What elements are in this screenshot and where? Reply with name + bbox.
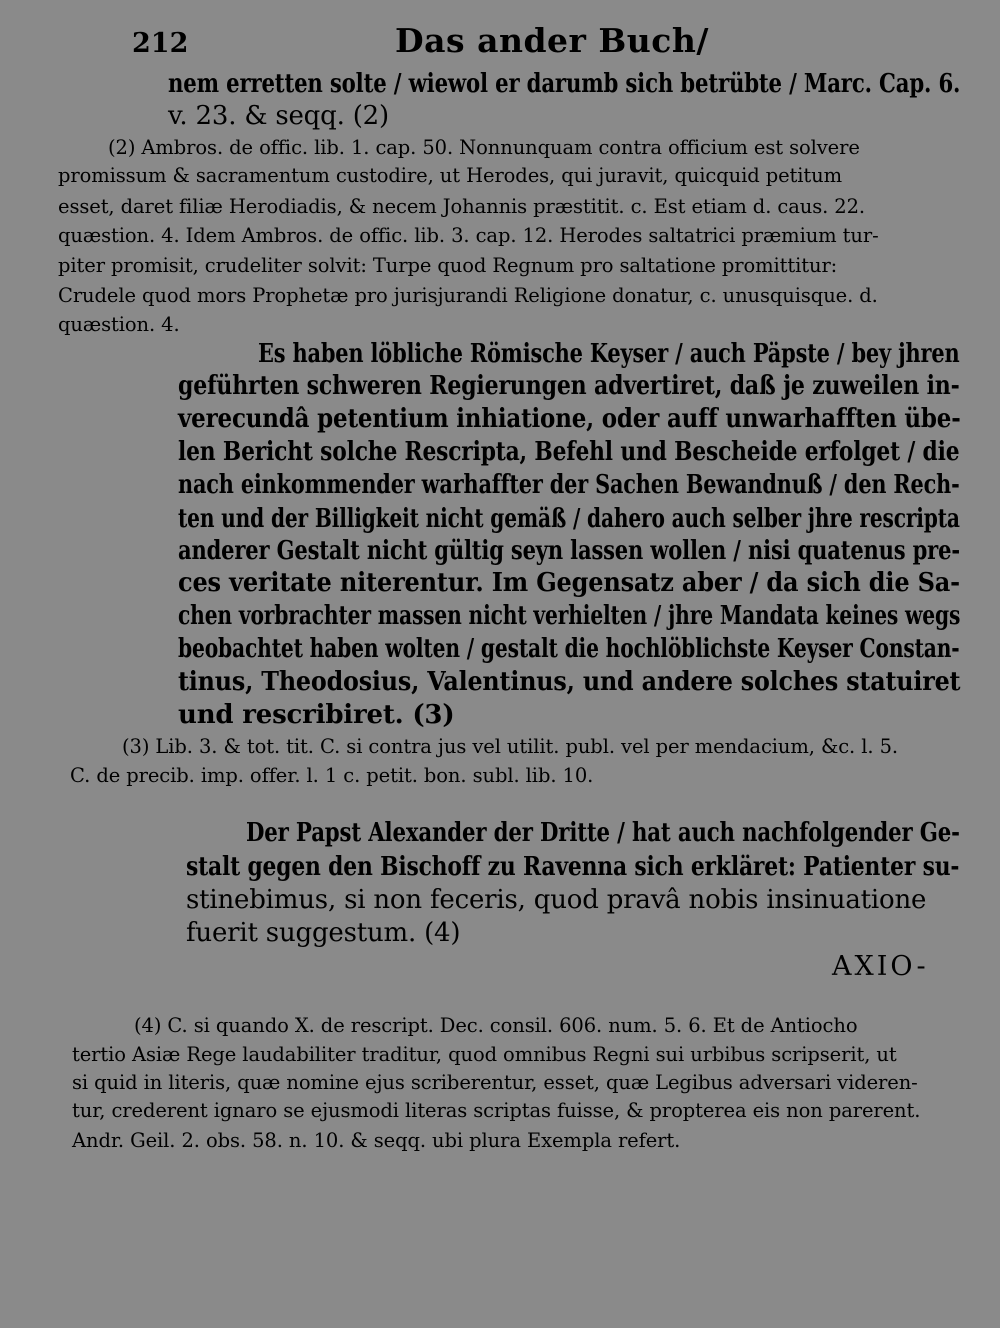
paragraph-line: Der Papst Alexander der Dritte / hat auch nachfolgender Ge- [246,818,960,848]
paragraph-line: verecundâ petentium inhiatione, oder auff unwarhafften übe- [178,404,961,434]
running-title: Das ander Buch/ [395,21,709,60]
paragraph-line: und rescribiret. (3) [178,700,455,730]
paragraph-line: stalt gegen den Bischoff zu Ravenna sich erkläret: Patienter su- [186,852,960,882]
paragraph-line: anderer Gestalt nicht gültig seyn lassen wollen / nisi quatenus pre- [178,536,960,566]
footnote-line: Crudele quod mors Prophetæ pro jurisjurandi Religione donatur, c. unusquisque. d. [58,284,878,307]
paragraph-line: tinus, Theodosius, Valentinus, und andere solches statuiret [178,667,961,697]
text-line: nem erretten solte / wiewol er darumb sich betrübte / Marc. Cap. 6. [168,69,961,99]
footnote-line: si quid in literis, quæ nomine ejus scriberentur, esset, quæ Legibus adversari videren- [72,1071,918,1094]
paragraph-line: fuerit suggestum. (4) [186,918,461,948]
footnote-line: tertio Asiæ Rege laudabiliter traditur, quod omnibus Regni sui urbibus scripserit, ut [72,1043,897,1066]
footnote-line: (4) C. si quando X. de rescript. Dec. consil. 606. num. 5. 6. Et de Antiocho [134,1014,858,1037]
footnote-line: esset, daret filiæ Herodiadis, & necem Johannis præstitit. c. Est etiam d. caus. 22. [58,195,866,218]
footnote-line: quæstion. 4. Idem Ambros. de offic. lib. 3. cap. 12. Herodes saltatrici præmium tur- [58,224,879,247]
paragraph-line: nach einkommender warhaffter der Sachen Bewandnuß / den Rech- [178,470,960,500]
paragraph-line: chen vorbrachter massen nicht verhielten / jhre Mandata keines wegs [178,601,961,631]
paragraph-line: stinebimus, si non feceris, quod pravâ nobis insinuatione [186,885,927,915]
paragraph-line: beobachtet haben wolten / gestalt die hochlöblichste Keyser Constan- [178,634,960,664]
paragraph-line: geführten schweren Regierungen advertiret, daß je zuweilen in- [178,371,960,401]
footnote-line: tur, crederent ignaro se ejusmodi literas scriptas fuisse, & propterea eis non parerent. [72,1099,921,1122]
footnote-line: quæstion. 4. [58,313,180,336]
footnote-line: piter promisit, crudeliter solvit: Turpe quod Regnum pro saltatione promittitur: [58,254,838,277]
footnote-line: (3) Lib. 3. & tot. tit. C. si contra jus vel utilit. publ. vel per mendacium, &c. l. 5. [122,735,898,758]
footnote-line: Andr. Geil. 2. obs. 58. n. 10. & seqq. ubi plura Exempla refert. [72,1129,681,1152]
paragraph-line: ces veritate niterentur. Im Gegensatz aber / da sich die Sa- [178,568,960,598]
text-line: v. 23. & seqq. (2) [168,101,389,131]
paragraph-line: len Bericht solche Rescripta, Befehl und Bescheide erfolget / die [178,437,960,467]
catchword: AXIO- [832,951,929,982]
footnote-line: promissum & sacramentum custodire, ut Herodes, qui juravit, quicquid petitum [58,164,842,187]
paragraph-line: ten und der Billigkeit nicht gemäß / dahero auch selber jhre rescripta [178,504,960,534]
page-number: 212 [132,28,189,59]
footnote-line: (2) Ambros. de offic. lib. 1. cap. 50. Nonnunquam contra officium est solvere [108,136,860,159]
footnote-line: C. de precib. imp. offer. l. 1 c. petit. bon. subl. lib. 10. [70,764,594,787]
paragraph-line: Es haben löbliche Römische Keyser / auch Päpste / bey jhren [258,339,960,369]
